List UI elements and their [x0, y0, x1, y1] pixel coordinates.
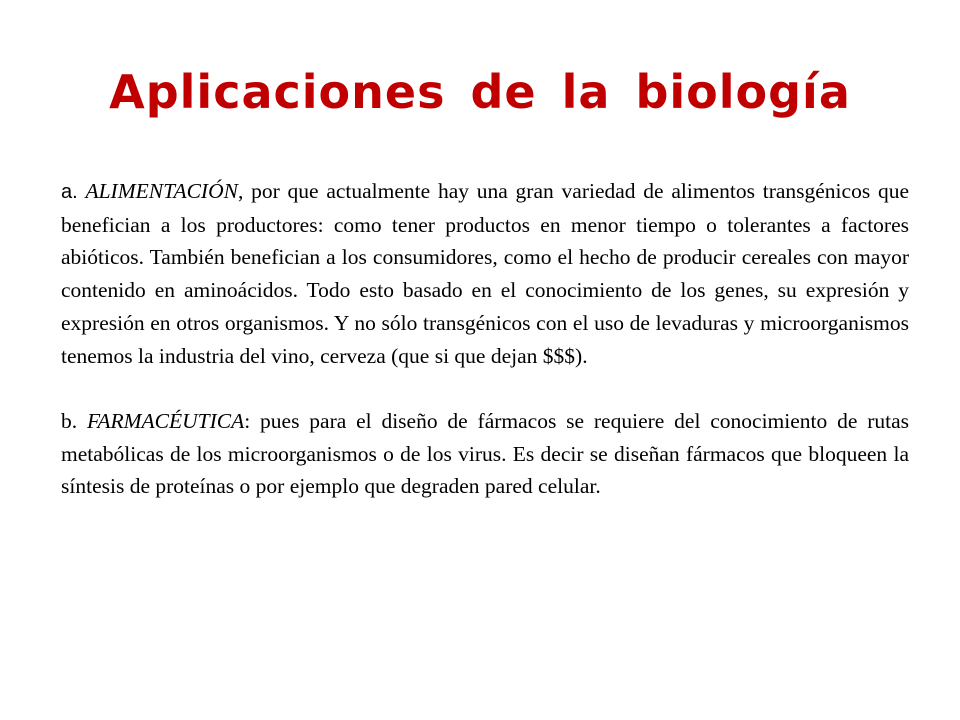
- paragraph-marker: b.: [61, 408, 78, 433]
- slide-body: [61, 175, 909, 503]
- paragraph-label: ALIMENTACIÓN: [85, 179, 238, 203]
- slide-title: Aplicaciones de la biología: [109, 65, 851, 119]
- paragraph-marker: a.: [61, 181, 78, 203]
- paragraph-text: : pues para el diseño de fármacos se requiere del conocimiento de rutas metabólicas de los microorganismos o de los virus. Es decir se diseñan fármacos que bloqueen la síntesis de proteínas o por ejemplo que degraden pared celular.: [61, 408, 910, 499]
- paragraph-farmaceutica: [61, 405, 909, 503]
- paragraph-alimentacion: [61, 175, 909, 372]
- paragraph-label: FARMACÉUTICA: [86, 408, 245, 433]
- paragraph-text: , por que actualmente hay una gran variedad de alimentos transgénicos que benefician a los productores: como tener productos en menor tiempo o tolerantes a factores abióticos. También benefician a los consumidores, como el hecho de producir cereales con mayor contenido en aminoácidos. Todo esto basado en el conocimiento de los genes, su expresión y expresión en otros organismos. Y no sólo transgénicos con el uso de levaduras y microorganismos tenemos la industria del vino, cerveza (que si que dejan $$$).: [61, 179, 909, 368]
